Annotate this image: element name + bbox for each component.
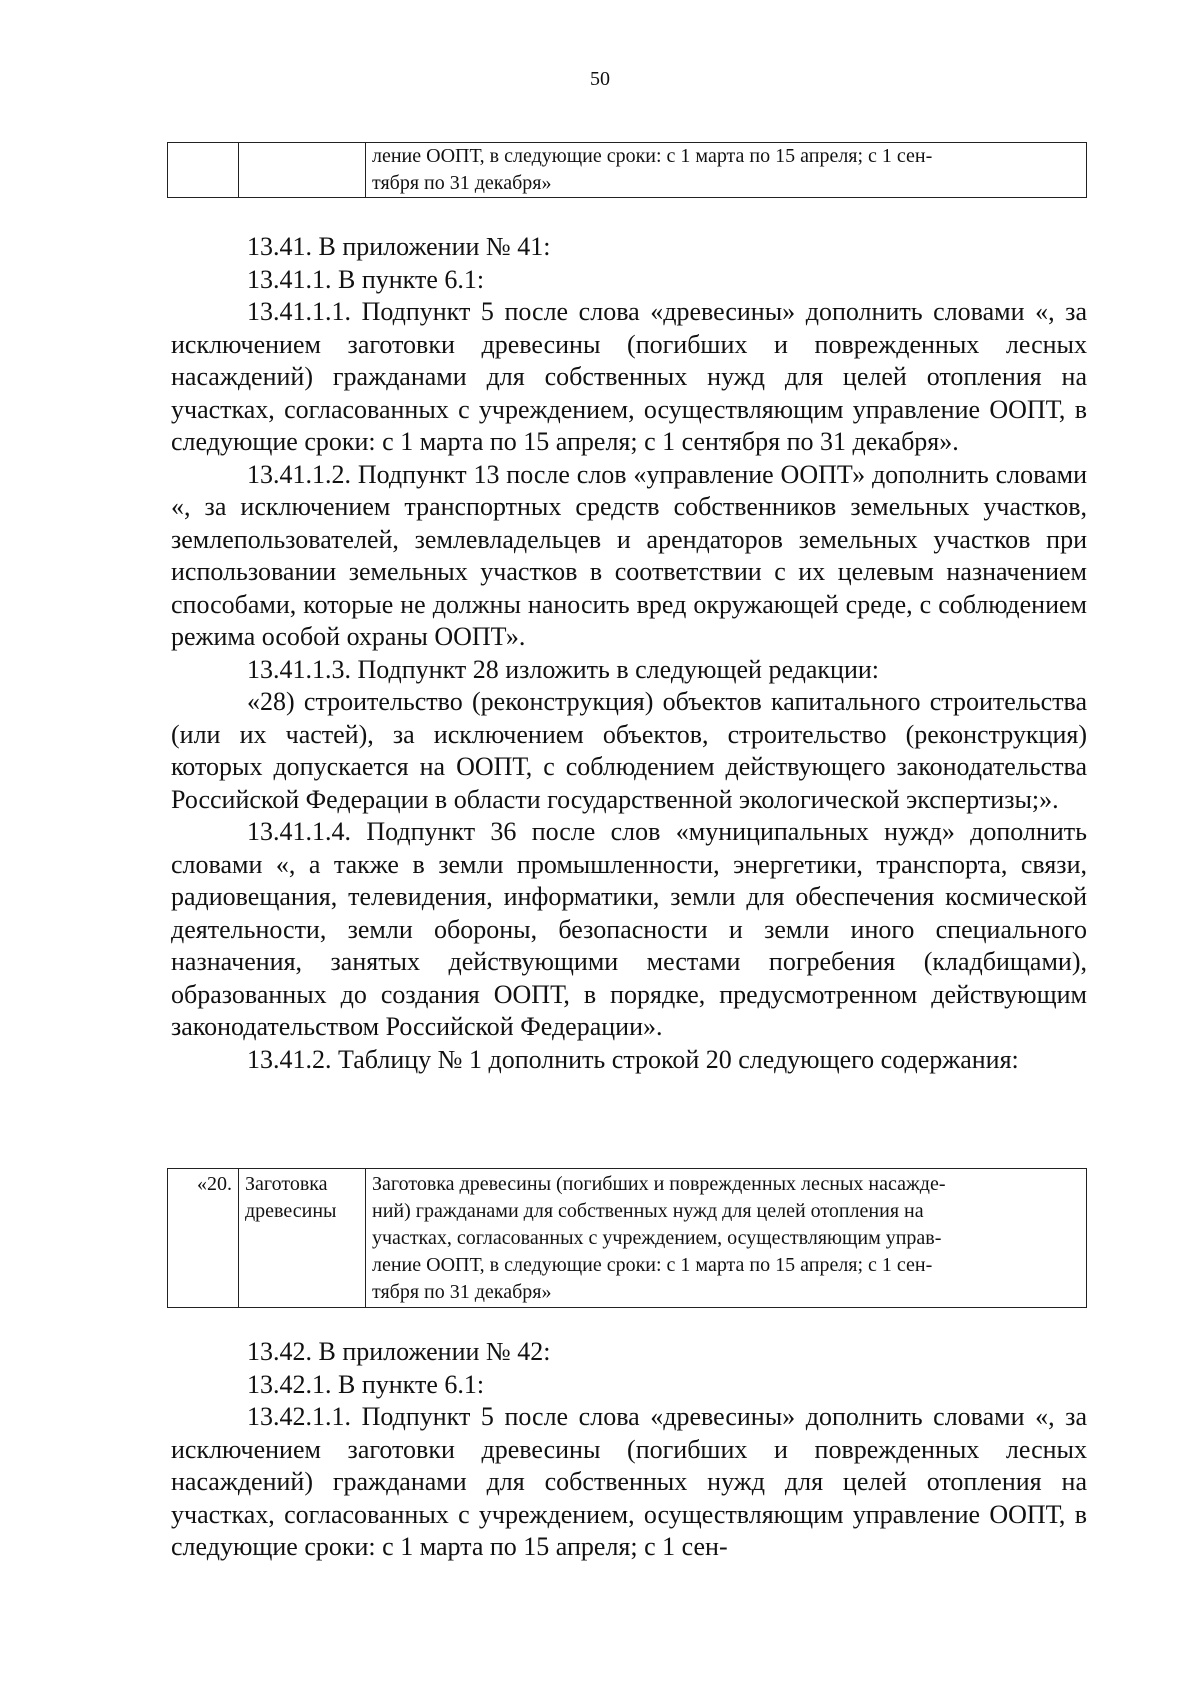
cell-line: тября по 31 декабря» [372, 1281, 552, 1303]
paragraph: 13.41.1.4. Подпункт 36 после слов «муниципальных нужд» дополнить словами «, а также в земли промышленности, энергетики, транспорта, связи, радиовещания, телевидения, информатики, земли для обеспечения космической деятельности, земли обороны, безопасности и земли иного специального назначения, занятых действующими местами погребения (кладбищами), образованных до создания ООПТ, в порядке, предусмотренном действующим законодательством Российской Федерации». [171, 817, 1087, 1041]
table-cell-name: Заготовка древесины [239, 1169, 366, 1308]
section-subheading: 13.42.1. В пункте 6.1: [247, 1369, 485, 1399]
paragraph: 13.41.1.2. Подпункт 13 после слов «управление ООПТ» дополнить словами «, за исключением транспортных средств собственников земельных участков, землепользователей, землевладельцев и арендаторов земельных участков при использовании земельных участков в соответствии с их целевым назначением способами, которые не должны наносить вред окружающей среде, с соблюдением режима особой охраны ООПТ». [171, 459, 1087, 651]
continuation-table [167, 142, 1087, 198]
table-cell-number [168, 143, 239, 198]
cell-line: ний) гражданами для собственных нужд для целей отопления на [372, 1200, 924, 1222]
table-cell-name [239, 143, 366, 198]
paragraph: 13.41.1.1. Подпункт 5 после слова «древесины» дополнить словами «, за исключением заготовки древесины (погибших и поврежденных лесных насаждений) гражданами для собственных нужд для целей отопления на участках, согласованных с учреждением, осуществляющим управление ООПТ, в следующие сроки: с 1 марта по 15 апреля; с 1 сентября по 31 декабря». [171, 297, 1087, 456]
cell-line: участках, согласованных с учреждением, осуществляющим управ- [372, 1227, 942, 1249]
cell-line: ление ООПТ, в следующие сроки: с 1 марта по 15 апреля; с 1 сен- [372, 1254, 933, 1276]
section-42 [171, 1336, 1087, 1564]
table-cell-number: «20. [168, 1169, 239, 1308]
cell-line: тября по 31 декабря» [372, 172, 552, 194]
paragraph: 13.41.1.3. Подпункт 28 изложить в следующей редакции: [247, 654, 880, 684]
table-cell-description [366, 1169, 1087, 1308]
table-row-20 [167, 1168, 1087, 1308]
paragraph: 13.41.2. Таблицу № 1 дополнить строкой 20 следующего содержания: [247, 1044, 1019, 1074]
paragraph: «28) строительство (реконструкция) объектов капитального строительства (или их частей), за исключением объектов, строительство (реконструкция) которых допускается на ООПТ, с соблюдением действующего законодательства Российской Федерации в области государственной экологической экспертизы;». [171, 687, 1087, 814]
table-row [168, 143, 1087, 198]
cell-line: ление ООПТ, в следующие сроки: с 1 марта по 15 апреля; с 1 сен- [372, 145, 933, 167]
section-41 [171, 231, 1087, 1076]
section-subheading: 13.41.1. В пункте 6.1: [247, 264, 485, 294]
page-number: 50 [590, 68, 610, 90]
section-heading: 13.41. В приложении № 41: [247, 232, 551, 261]
cell-line: Заготовка древесины (погибших и поврежденных лесных насажде- [372, 1173, 946, 1195]
table-row [168, 1169, 1087, 1308]
paragraph: 13.42.1.1. Подпункт 5 после слова «древесины» дополнить словами «, за исключением заготовки древесины (погибших и поврежденных лесных насаждений) гражданами для собственных нужд для целей отопления на участках, согласованных с учреждением, осуществляющим управление ООПТ, в следующие сроки: с 1 марта по 15 апреля; с 1 сен- [171, 1402, 1087, 1561]
section-heading: 13.42. В приложении № 42: [247, 1337, 551, 1366]
table-cell-description [366, 143, 1087, 198]
